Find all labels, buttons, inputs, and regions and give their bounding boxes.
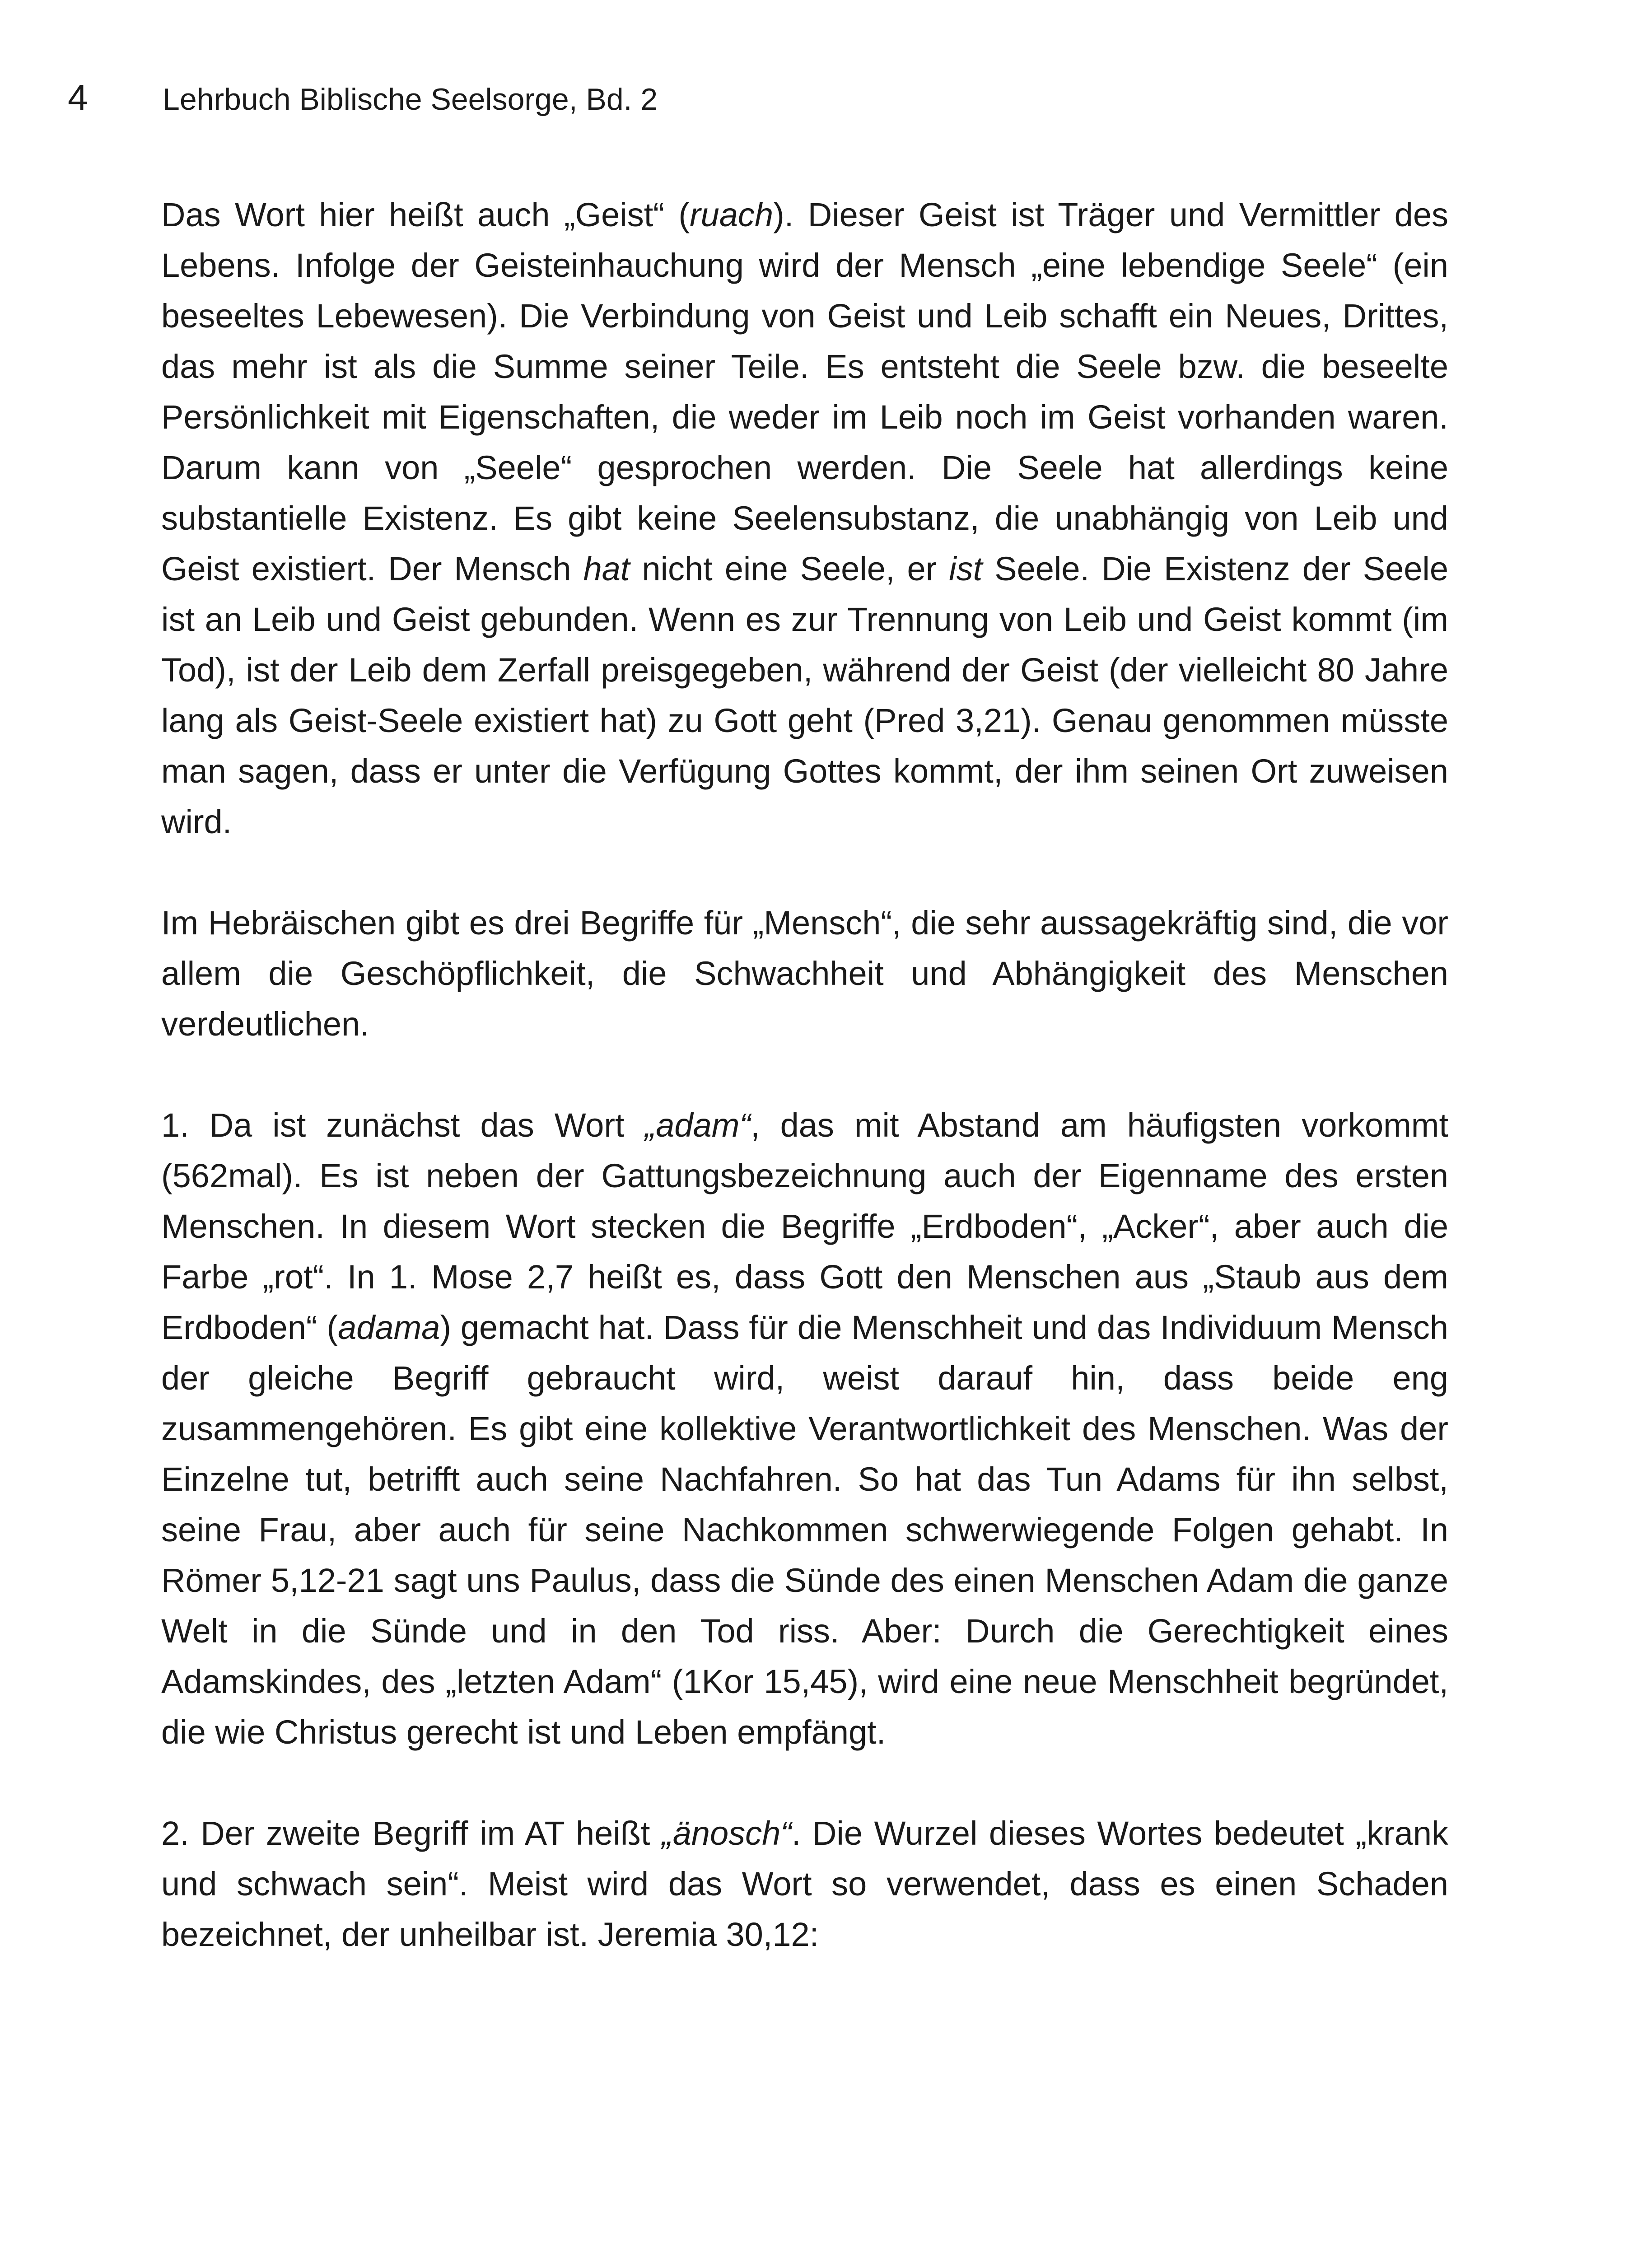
text-run: 2. Der zweite Begriff im AT heißt [161, 1815, 662, 1852]
text-run: ). Dieser Geist ist Träger und Vermittler des Lebens. Infolge der Geisteinhauchung wird der Mensch „eine lebendige Seele“ (ein beseeltes Lebewesen). Die Verbindung von Geist und Leib schafft ein Neues, Drittes, das mehr ist als die Summe seiner Teile. Es entsteht die Seele bzw. die beseelte Persönlichkeit mit Eigenschaften, die weder im Leib noch im Geist vorhanden waren. Darum kann von „Seele“ gesprochen werden. Die Seele hat allerdings keine substantielle Existenz. Es gibt keine Seelensubstanz, die unabhängig von Leib und Geist existiert. Der Mensch [161, 196, 1448, 588]
text-run: . Die Wurzel dieses Wortes bedeutet „krank und schwach sein“. Meist wird das Wort so verwendet, dass es einen Schaden bezeichnet, der unheilbar ist. Jeremia 30,12: [161, 1815, 1448, 1953]
paragraph-adam [161, 1100, 1448, 1758]
italic-term: ruach [690, 196, 774, 233]
italic-term: hat [583, 550, 630, 588]
page-header [68, 77, 658, 131]
text-run: Das Wort hier heißt auch „Geist“ ( [161, 196, 690, 233]
text-run: ) gemacht hat. Dass für die Menschheit und das Individuum Mensch der gleiche Begriff gebraucht wird, weist darauf hin, dass beide eng zusammengehören. Es gibt eine kollektive Verantwortlichkeit des Menschen. Was der Einzelne tut, betrifft auch seine Nachfahren. So hat das Tun Adams für ihn selbst, seine Frau, aber auch für seine Nachkommen schwerwiegende Folgen gehabt. In Römer 5,12-21 sagt uns Paulus, dass die Sünde des einen Menschen Adam die ganze Welt in die Sünde und in den Tod riss. Aber: Durch die Gerechtigkeit eines Adamskindes, des „letzten Adam“ (1Kor 15,45), wird eine neue Menschheit begründet, die wie Christus gerecht ist und Leben empfängt. [161, 1309, 1449, 1751]
paragraph-begriffe [161, 898, 1448, 1050]
italic-term: „änosch“ [662, 1815, 792, 1852]
italic-term: ist [949, 550, 983, 588]
text-run: Im Hebräischen gibt es drei Begriffe für „Mensch“, die sehr aussagekräftig sind, die vor allem die Geschöpflichkeit, die Schwachheit und Abhängigkeit des Menschen verdeutlichen. [161, 904, 1448, 1043]
text-run: nicht eine Seele, er [630, 550, 949, 588]
text-run: Seele. Die Existenz der Seele ist an Leib und Geist gebunden. Wenn es zur Trennung von Leib und Geist kommt (im Tod), ist der Leib dem Zerfall preisgegeben, während der Geist (der vielleicht 80 Jahre lang als Geist-Seele existiert hat) zu Gott geht (Pred 3,21). Genau genommen müsste man sagen, dass er unter die Verfügung Gottes kommt, der ihm seinen Ort zuweisen wird. [161, 550, 1448, 840]
paragraph-gap [161, 847, 1448, 898]
paragraph-geist [161, 190, 1448, 847]
text-run: 1. Da ist zunächst das Wort [161, 1106, 645, 1144]
paragraph-gap [161, 1050, 1448, 1100]
running-title: Lehrbuch Biblische Seelsorge, Bd. 2 [163, 82, 658, 117]
italic-term: „adam“ [644, 1106, 751, 1144]
text-run: , das mit Abstand am häufigsten vorkommt (562mal). Es ist neben der Gattungsbezeichnung auch der Eigenname des ersten Menschen. In diesem Wort stecken die Begriffe „Erdboden“, „Acker“, aber auch die Farbe „rot“. In 1. Mose 2,7 heißt es, dass Gott den Menschen aus „Staub aus dem Erdboden“ ( [161, 1106, 1448, 1346]
paragraph-aenosch [161, 1808, 1448, 1960]
text-body [161, 190, 1448, 1960]
paragraph-gap [161, 1758, 1448, 1808]
page-number: 4 [68, 77, 88, 117]
italic-term: adama [338, 1309, 440, 1346]
